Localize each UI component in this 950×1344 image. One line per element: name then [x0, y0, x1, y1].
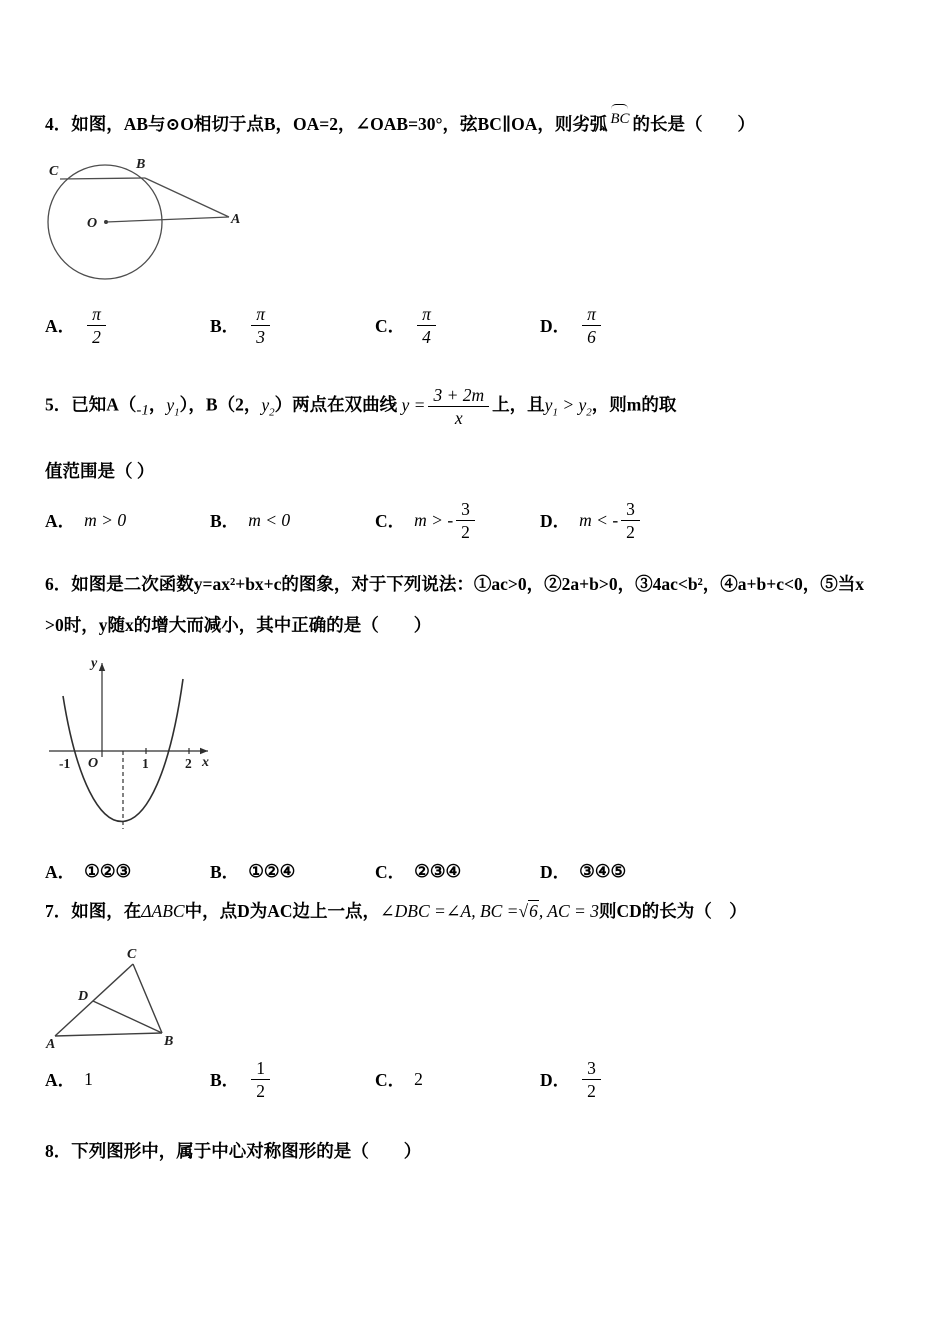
option-label: B．: [210, 316, 240, 337]
question-8-text: 8．下列图形中，属于中心对称图形的是（ ）: [45, 1141, 422, 1161]
y1-symbol: [166, 394, 180, 419]
text: ，则m的取: [591, 394, 677, 415]
arc-letters: BC: [610, 111, 630, 127]
option-label: D．: [540, 510, 571, 531]
side-AB: [55, 1033, 162, 1036]
numerator: 3 + 2m: [428, 385, 489, 407]
option-value-pre: m > -: [414, 509, 454, 530]
label-O: O: [88, 755, 99, 771]
question-5-options: [45, 499, 912, 542]
fraction: [582, 304, 601, 347]
label-1: 1: [142, 755, 149, 771]
y: y: [544, 394, 553, 415]
point-O-dot: [104, 220, 108, 224]
option-value: ①②③: [84, 860, 132, 881]
option-label: C．: [375, 861, 406, 882]
text: 上，且: [492, 394, 545, 415]
option-6-B: [210, 859, 375, 884]
subscript: 1: [552, 406, 558, 419]
label-A: A: [231, 212, 240, 227]
label-D: D: [78, 988, 89, 1004]
segment-DB: [93, 1001, 162, 1033]
option-label: A．: [45, 510, 76, 531]
side-CB: [133, 964, 162, 1033]
option-label: B．: [210, 1069, 240, 1090]
y: y: [166, 394, 175, 415]
question-4-figure: [45, 154, 240, 284]
label-O: O: [87, 216, 98, 231]
label-C: C: [127, 946, 137, 962]
option-label: D．: [540, 1069, 571, 1090]
line-BA: [145, 178, 229, 217]
text: 5．已知A（: [45, 394, 137, 415]
text: 中，点D为AC边上一点，: [184, 900, 380, 921]
fraction: [456, 499, 475, 542]
y2-symbol: [578, 394, 592, 419]
question-7-figure: [45, 946, 190, 1054]
fraction: [87, 304, 106, 347]
y1-symbol: [544, 394, 558, 419]
denominator: 2: [256, 1080, 265, 1101]
radicand: 6: [529, 900, 538, 921]
numerator: π: [582, 304, 601, 326]
denominator: x: [454, 408, 463, 429]
text: ）两点在双曲线: [274, 394, 398, 415]
label-x: x: [202, 754, 209, 770]
text: ），B（2，: [179, 394, 262, 415]
option-value: ②③④: [414, 860, 462, 881]
option-4-D: [540, 304, 912, 347]
neg-one: -1: [136, 402, 149, 419]
subscript: 2: [269, 406, 275, 419]
denominator: 2: [587, 1080, 596, 1101]
fraction: [251, 1058, 270, 1101]
numerator: 1: [251, 1058, 270, 1080]
option-6-A: [45, 859, 210, 884]
question-4-stem: 4．如图，AB与⊙O相切于点B，OA=2，∠OAB=30°，弦BC∥OA，则劣弧: [45, 114, 608, 134]
numerator: 3: [456, 499, 475, 521]
option-value: m < 0: [248, 509, 291, 530]
denominator: 4: [422, 327, 431, 348]
greater-than: >: [557, 394, 579, 415]
option-5-C: [375, 499, 540, 542]
side-AC: [55, 964, 133, 1036]
question-6-options: [45, 859, 912, 884]
option-5-D: [540, 499, 912, 542]
label-2: 2: [185, 755, 192, 771]
fraction: [417, 304, 436, 347]
option-value: ③④⑤: [579, 860, 627, 881]
denominator: 2: [461, 521, 470, 542]
numerator: π: [87, 304, 106, 326]
question-6-figure: [45, 651, 220, 843]
option-label: B．: [210, 510, 240, 531]
option-label: D．: [540, 861, 571, 882]
subscript: 1: [174, 406, 180, 419]
text: 7．如图，在: [45, 900, 142, 921]
option-label: D．: [540, 316, 571, 337]
denominator: 6: [587, 327, 596, 348]
question-6-text-line1: 6．如图是二次函数y=ax²+bx+c的图象，对于下列说法：①ac>0，②2a+b>0，③4ac<b²，④a+b+c<0，⑤当x: [45, 573, 864, 594]
option-7-A: [45, 1067, 210, 1092]
chord-CB: [60, 178, 145, 179]
subscript: 2: [586, 406, 592, 419]
numerator: π: [251, 304, 270, 326]
radical-icon: √: [518, 900, 529, 921]
option-value: ①②④: [248, 860, 296, 881]
option-value: m > 0: [84, 509, 127, 530]
arc-symbol-icon: [611, 104, 628, 109]
angle-equation: ∠DBC =∠A, BC =: [380, 900, 519, 921]
question-7-text: [45, 896, 912, 926]
option-4-A: [45, 304, 210, 347]
fraction: [251, 304, 270, 347]
option-4-B: [210, 304, 375, 347]
option-value-pre: m < -: [579, 509, 619, 530]
y: y: [261, 394, 270, 415]
question-7-options: [45, 1058, 912, 1101]
option-label: C．: [375, 1069, 406, 1090]
ac-equation: , AC = 3: [538, 900, 599, 921]
x-axis-arrow-icon: [200, 748, 208, 754]
option-5-B: [210, 508, 375, 533]
numerator: 3: [621, 499, 640, 521]
y: y: [578, 394, 587, 415]
question-4-text: [45, 104, 912, 138]
option-label: C．: [375, 316, 406, 337]
label-B: B: [164, 1033, 174, 1049]
text: ，: [148, 394, 167, 415]
option-4-C: [375, 304, 540, 347]
option-7-D: [540, 1058, 912, 1101]
numerator: 3: [582, 1058, 601, 1080]
question-4-stem-end: 的长是（ ）: [632, 114, 756, 134]
y2-symbol: [261, 394, 275, 419]
option-7-C: [375, 1067, 540, 1092]
text: 则CD的长为（ ）: [598, 900, 747, 921]
question-5-text-line2: 值范围是（ ）: [45, 460, 155, 481]
triangle-ABC-symbol: ΔABC: [141, 900, 185, 921]
option-label: A．: [45, 1069, 76, 1090]
option-6-C: [375, 859, 540, 884]
option-5-A: [45, 508, 210, 533]
label-neg1: -1: [59, 755, 71, 771]
question-6-text-line2: >0时，y随x的增大而减小，其中正确的是（ ）: [45, 614, 432, 635]
option-6-D: [540, 859, 912, 884]
label-B: B: [136, 157, 146, 172]
option-label: A．: [45, 861, 76, 882]
sqrt-6: [519, 900, 539, 921]
label-C: C: [49, 164, 59, 179]
numerator: π: [417, 304, 436, 326]
question-4-options: [45, 304, 912, 347]
fraction: [428, 385, 489, 428]
denominator: 2: [626, 521, 635, 542]
fraction: [582, 1058, 601, 1101]
formula-lhs: y =: [401, 394, 426, 415]
option-label: B．: [210, 861, 240, 882]
option-label: A．: [45, 316, 76, 337]
denominator: 3: [256, 327, 265, 348]
label-A: A: [46, 1036, 56, 1052]
line-OA: [106, 217, 229, 222]
hyperbola-formula: [401, 385, 493, 429]
option-value: 1: [84, 1068, 93, 1089]
y-axis-arrow-icon: [99, 663, 105, 671]
option-label: C．: [375, 510, 406, 531]
arc-BC: [610, 104, 629, 127]
option-7-B: [210, 1058, 375, 1101]
fraction: [621, 499, 640, 542]
label-y: y: [91, 655, 98, 671]
option-value: 2: [414, 1068, 423, 1089]
denominator: 2: [92, 327, 101, 348]
question-5-text-line1: [45, 385, 912, 428]
